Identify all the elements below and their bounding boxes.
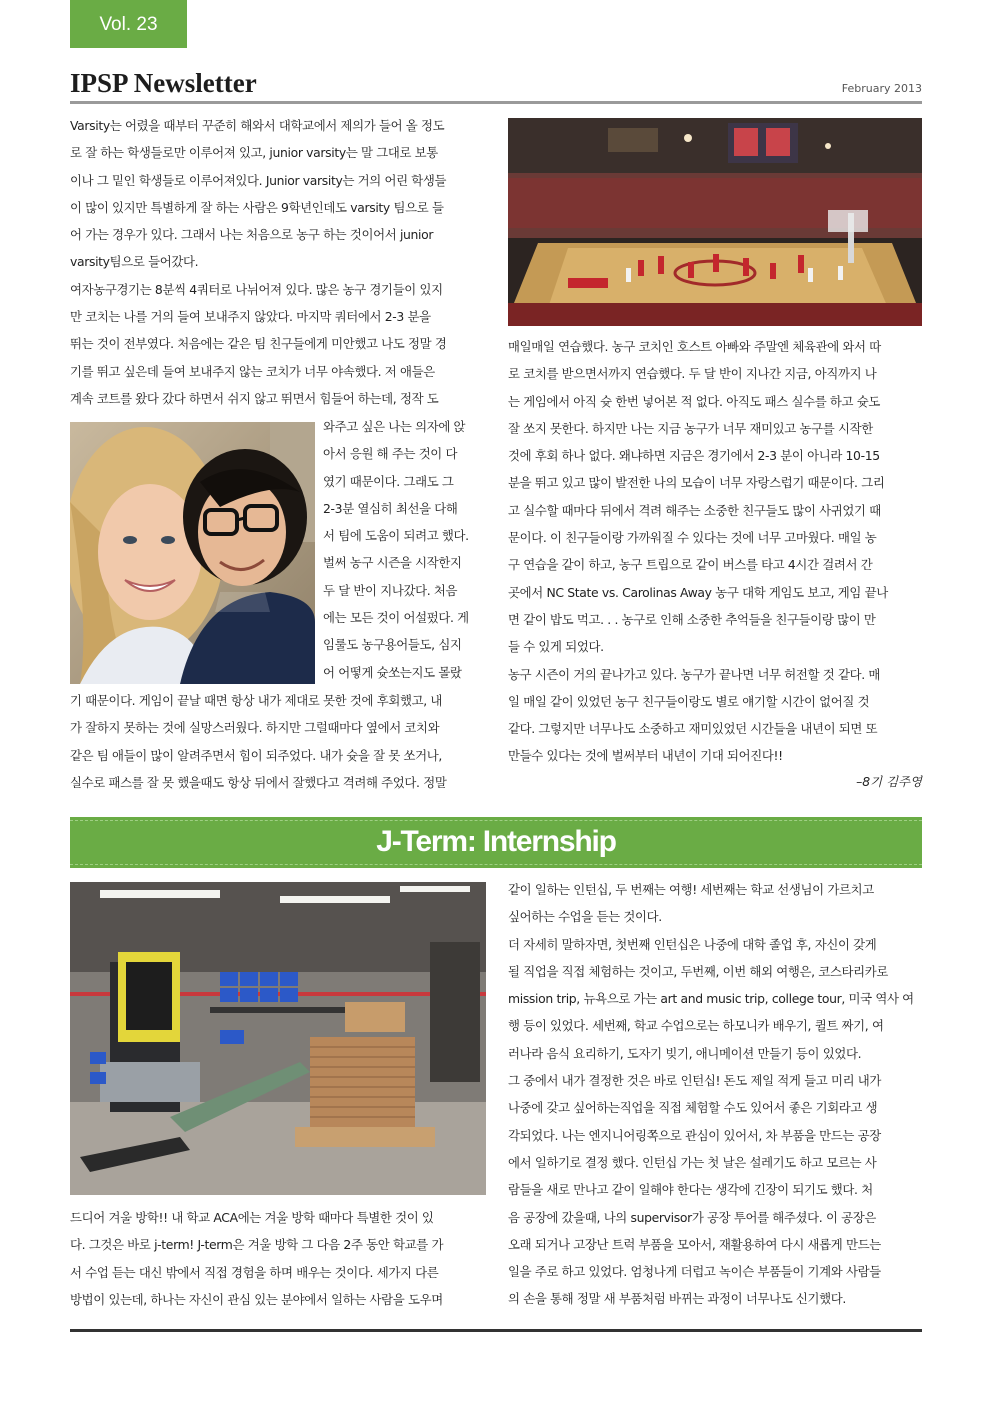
text-line: 뛰는 것이 전부였다. 처음에는 같은 팀 친구들에게 미안했고 나도 정말 경 bbox=[70, 336, 447, 352]
text-line: 곳에서 NC State vs. Carolinas Away 농구 대학 게임도 보고, 게임 끝나 bbox=[508, 584, 888, 600]
text-line: 드디어 겨울 방학!! 내 학교 ACA에는 겨울 방학 때마다 특별한 것이 있 bbox=[70, 1210, 434, 1225]
text-line: 매일매일 연습했다. 농구 코치인 호스트 아빠와 주말엔 체육관에 와서 따 bbox=[508, 339, 881, 354]
text-line: 같이 일하는 인턴십, 두 번째는 여행! 세번째는 학교 선생님이 가르치고 bbox=[508, 882, 874, 897]
text-line: 벌써 농구 시즌을 시작한지 bbox=[323, 555, 462, 571]
text-line: 음 공장에 갔을때, 나의 supervisor가 공장 투어를 해주셨다. 이 공장은 bbox=[508, 1209, 877, 1225]
text-line: varsity팀으로 들어갔다. bbox=[70, 254, 199, 270]
text-line: 분을 뛰고 있고 많이 발전한 나의 모습이 너무 자랑스럽기 때문이다. 그리 bbox=[508, 475, 885, 491]
text-line: 일 매일 같이 있었던 농구 친구들이랑도 별로 얘기할 시간이 없어질 것 bbox=[508, 693, 870, 709]
friends-photo bbox=[70, 422, 315, 684]
volume-tab: Vol. 23 bbox=[70, 0, 187, 48]
text-line: 더 자세히 말하자면, 첫번째 인턴십은 나중에 대학 졸업 후, 자신이 갖게 bbox=[508, 936, 877, 952]
text-line: 것에 후회 하나 없다. 왜냐하면 지금은 경기에서 2-3 분이 아니라 10-15 bbox=[508, 448, 880, 464]
text-line: 람들을 새로 만나고 같이 일해야 한다는 생각에 긴장이 되기도 했다. 처 bbox=[508, 1182, 873, 1198]
text-line: 만 코치는 나를 거의 들여 보내주지 않았다. 마지막 쿼터에서 2-3 분을 bbox=[70, 309, 431, 325]
text-line: 이 많이 있지만 특별하게 잘 하는 사람은 9학년인데도 varsity 팀으로 들 bbox=[70, 199, 444, 215]
header-rule bbox=[70, 101, 922, 104]
basketball-wrap-column bbox=[323, 413, 484, 686]
text-line: Varsity는 어렸을 때부터 꾸준히 해와서 대학교에서 제의가 들어 올 정도 bbox=[70, 118, 445, 133]
author-signature: –8기 김주영 bbox=[856, 774, 922, 789]
text-line: 잘 쏘지 못한다. 하지만 나는 지금 농구가 너무 재미있고 농구를 시작한 bbox=[508, 420, 873, 436]
text-line: 는 게임에서 아직 슛 한번 넣어본 적 없다. 아직도 패스 실수를 하고 슛도 bbox=[508, 393, 880, 409]
footer-rule bbox=[70, 1329, 922, 1332]
text-line: 일을 주로 하고 있었다. 엄청나게 더럽고 녹이슨 부품들이 기계와 사람들 bbox=[508, 1264, 881, 1280]
text-line: 같은 팀 애들이 많이 알려주면서 힘이 되주었다. 내가 슛을 잘 못 쏘거나, bbox=[70, 747, 442, 763]
text-line: 될 직업을 직접 체험하는 것이고, 두번째, 이번 해외 여행은, 코스타리카로 bbox=[508, 963, 889, 979]
banner-stitch-bottom bbox=[70, 864, 922, 865]
text-line: 어 어떻게 슛쏘는지도 몰랐 bbox=[323, 664, 462, 680]
text-line: 행 등이 있었다. 세번째, 학교 수업으로는 하모니카 배우기, 퀼트 짜기, 여 bbox=[508, 1018, 884, 1034]
text-line: 각되었다. 나는 엔지니어링쪽으로 관심이 있어서, 차 부품을 만드는 공장 bbox=[508, 1127, 881, 1143]
text-line: 계속 코트를 왔다 갔다 하면서 쉬지 않고 뛰면서 힘들어 하는데, 정작 도 bbox=[70, 390, 439, 406]
basketball-left-tail bbox=[70, 687, 484, 796]
text-line: 어 가는 경우가 있다. 그래서 나는 처음으로 농구 하는 것이어서 junior bbox=[70, 227, 434, 243]
text-line: 같다. 그렇지만 너무나도 소중하고 재미있었던 시간들을 내년이 되면 또 bbox=[508, 721, 878, 737]
text-line: 로 잘 하는 학생들로만 이루어져 있고, junior varsity는 말 그대로 보통 bbox=[70, 145, 438, 161]
factory-photo bbox=[70, 882, 486, 1195]
basketball-left-top bbox=[70, 112, 484, 412]
text-line: 기를 뛰고 싶은데 들여 보내주지 않는 코치가 너무 야속했다. 저 애들은 bbox=[70, 363, 435, 379]
text-line: 여자농구경기는 8분씩 4쿼터로 나뉘어져 있다. 많은 농구 경기들이 있지 bbox=[70, 281, 443, 297]
text-line: 였기 때문이다. 그래도 그 bbox=[323, 473, 454, 489]
jterm-right-column bbox=[508, 876, 922, 1313]
text-line: 기 때문이다. 게임이 끝날 때면 항상 내가 제대로 못한 것에 후회했고, 내 bbox=[70, 693, 442, 708]
text-line: 들 수 있게 되었다. bbox=[508, 639, 604, 655]
section-title: J-Term: Internship bbox=[376, 825, 616, 858]
text-line: 이나 그 밑인 학생들로 이루어져있다. Junior varsity는 거의 어린 학생들 bbox=[70, 172, 447, 188]
text-line: mission trip, 뉴욕으로 가는 art and music trip, college tour, 미국 역사 여 bbox=[508, 991, 914, 1007]
text-line: 싶어하는 수업을 듣는 것이다. bbox=[508, 909, 662, 925]
issue-date: February 2013 bbox=[841, 82, 922, 95]
text-line: 만들수 있다는 것에 벌써부터 내년이 기대 되어진다!! bbox=[508, 748, 783, 764]
text-line: 의 손을 통해 정말 새 부품처럼 바뀌는 과정이 너무나도 신기했다. bbox=[508, 1291, 846, 1307]
basketball-arena-photo bbox=[508, 118, 922, 326]
jterm-left-column bbox=[70, 1204, 484, 1313]
text-line: 나중에 갖고 싶어하는직업을 직접 체험할 수도 있어서 좋은 기회라고 생 bbox=[508, 1100, 878, 1116]
text-line: 에는 모든 것이 어설펐다. 게 bbox=[323, 610, 469, 626]
basketball-left-column bbox=[70, 112, 484, 412]
section-banner bbox=[70, 817, 922, 868]
text-line: 그 중에서 내가 결정한 것은 바로 인턴십! 돈도 제일 적게 들고 미리 내가 bbox=[508, 1073, 882, 1089]
banner-stitch-top bbox=[70, 820, 922, 821]
text-line: 2-3분 열심히 최선을 다해 bbox=[323, 500, 458, 516]
text-line: 오래 되거나 고장난 트럭 부품을 모아서, 재활용하여 다시 새롭게 만드는 bbox=[508, 1236, 881, 1252]
text-line: 면 같이 밥도 먹고. . . 농구로 인해 소중한 추억들을 친구들이랑 많이 만 bbox=[508, 611, 876, 627]
text-line: 두 달 반이 지나갔다. 처음 bbox=[323, 582, 458, 598]
masthead bbox=[70, 68, 922, 102]
text-line: 방법이 있는데, 하나는 자신이 관심 있는 분야에서 일하는 사람을 도우며 bbox=[70, 1291, 443, 1307]
text-line: 문이다. 이 친구들이랑 가까워질 수 있다는 것에 너무 고마웠다. 매일 농 bbox=[508, 530, 877, 546]
text-line: 구 연습을 같이 하고, 농구 트립으로 같이 버스를 타고 4시간 걸려서 간 bbox=[508, 557, 873, 573]
text-line: 로 코치를 받으면서까지 연습했다. 두 달 반이 지나간 지금, 아직까지 나 bbox=[508, 366, 877, 382]
text-line: 농구 시즌이 거의 끝나가고 있다. 농구가 끝나면 너무 허전할 것 같다. 매 bbox=[508, 666, 880, 682]
text-line: 아서 응원 해 주는 것이 다 bbox=[323, 446, 458, 462]
text-line: 서 팀에 도움이 되려고 했다. bbox=[323, 528, 469, 544]
text-line: 에서 일하기로 결정 했다. 인턴십 가는 첫 날은 설레기도 하고 모르는 사 bbox=[508, 1154, 877, 1170]
text-line: 임룰도 농구용어들도, 심지 bbox=[323, 637, 462, 653]
newsletter-title: IPSP Newsletter bbox=[70, 68, 257, 98]
text-line: 다. 그것은 바로 j-term! J-term은 겨울 방학 그 다음 2주 동안 학교를 가 bbox=[70, 1237, 444, 1253]
text-line: 와주고 싶은 나는 의자에 앉 bbox=[323, 419, 466, 434]
text-line: 서 수업 듣는 대신 밖에서 직접 경험을 하며 배우는 것이다. 세가지 다른 bbox=[70, 1264, 439, 1280]
basketball-right-column bbox=[508, 333, 922, 770]
text-line: 실수로 패스를 잘 못 했을때도 항상 뒤에서 잘했다고 격려해 주었다. 정말 bbox=[70, 774, 447, 790]
text-line: 러나라 음식 요리하기, 도자기 빚기, 애니메이션 만들기 등이 있었다. bbox=[508, 1045, 862, 1061]
text-line: 가 잘하지 못하는 것에 실망스러웠다. 하지만 그럴때마다 옆에서 코치와 bbox=[70, 720, 440, 736]
text-line: 고 실수할 때마다 뒤에서 격려 해주는 소중한 친구들도 많이 사귀었기 때 bbox=[508, 502, 881, 518]
